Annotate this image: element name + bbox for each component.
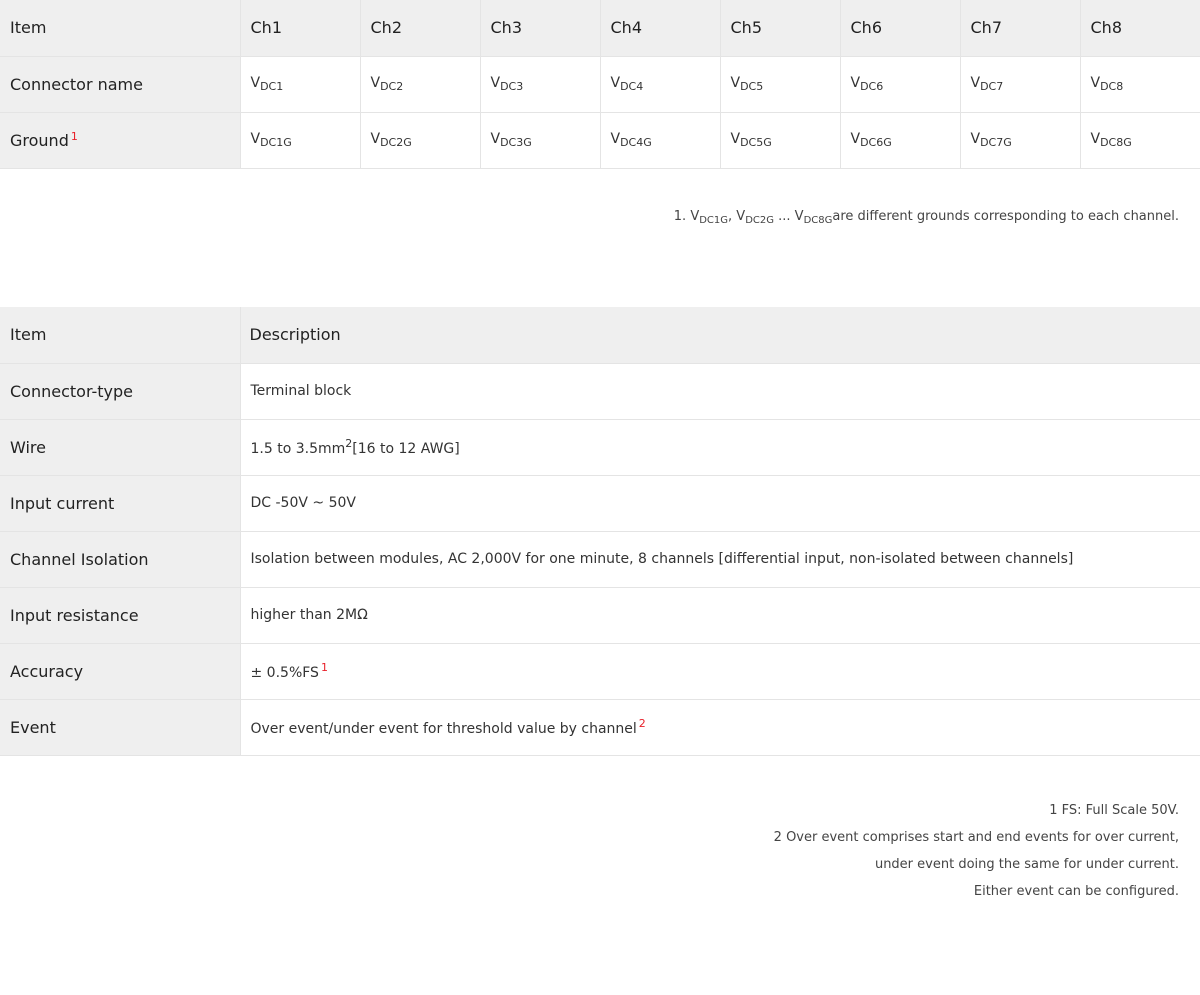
- footnote-line: Either event can be configured.: [973, 884, 1179, 899]
- channel-table-header: [0, 0, 1200, 56]
- ground-cell-6: $V_{DC6G}$: [840, 112, 960, 168]
- header-item: Item: [0, 0, 240, 56]
- connector-cell-6: $V_{DC6}$: [840, 56, 960, 112]
- spec-table-section: [0, 307, 1200, 756]
- header-ch1: Ch1: [240, 0, 360, 56]
- channel-table-section: [0, 0, 1200, 169]
- connector-cell-4: $V_{DC4}$: [600, 56, 720, 112]
- spec-label-accuracy: Accuracy: [0, 643, 240, 699]
- spec-value-connector-type: Terminal block: [240, 363, 1200, 419]
- channel-footnote: 1. $V_{DC1G}$, $V_{DC2G}$ ... $V_{DC8G}are$ different grounds corresponding to each channel.: [673, 209, 1179, 226]
- spec-header-item: Item: [0, 307, 240, 363]
- spec-value-accuracy: ± 0.5%FS $^1$: [240, 643, 1200, 699]
- ground-label: Ground $^1$: [0, 112, 240, 168]
- table-row: [0, 643, 1200, 699]
- table-row: [0, 419, 1200, 475]
- header-ch2: Ch2: [360, 0, 480, 56]
- spec-footnotes: [774, 797, 1179, 905]
- spec-value-channel-isolation: Isolation between modules, AC 2,000V for one minute, 8 channels [differential input, non-isolated between channels]: [240, 531, 1200, 587]
- table-row: [0, 475, 1200, 531]
- footnote-line: under event doing the same for under current.: [874, 857, 1179, 872]
- spec-value-wire: 1.5 to $3.5mm^2[16$ to 12 AWG]: [240, 419, 1200, 475]
- ground-row: [0, 112, 1200, 168]
- ground-cell-2: $V_{DC2G}$: [360, 112, 480, 168]
- ground-cell-3: $V_{DC3G}$: [480, 112, 600, 168]
- footnote-marker: 1: [320, 661, 328, 674]
- spec-value-event: Over event/under event for threshold value by channel $^2$: [240, 699, 1200, 755]
- header-ch4: Ch4: [600, 0, 720, 56]
- spec-label-event: Event: [0, 699, 240, 755]
- spec-label-connector-type: Connector-type: [0, 363, 240, 419]
- ground-cell-4: $V_{DC4G}$: [600, 112, 720, 168]
- spec-table: [0, 307, 1200, 756]
- spec-label-input-resistance: Input resistance: [0, 587, 240, 643]
- channel-table: [0, 0, 1200, 169]
- connector-cell-2: $V_{DC2}$: [360, 56, 480, 112]
- ground-cell-8: $V_{DC8G}$: [1080, 112, 1200, 168]
- connector-name-row: [0, 56, 1200, 112]
- header-ch5: Ch5: [720, 0, 840, 56]
- connector-name-label: Connector name: [0, 56, 240, 112]
- connector-cell-3: $V_{DC3}$: [480, 56, 600, 112]
- header-ch6: Ch6: [840, 0, 960, 56]
- ground-cell-1: $V_{DC1G}$: [240, 112, 360, 168]
- footnote-marker: 1: [70, 130, 78, 143]
- connector-cell-1: $V_{DC1}$: [240, 56, 360, 112]
- ground-cell-5: $V_{DC5G}$: [720, 112, 840, 168]
- spec-label-input-current: Input current: [0, 475, 240, 531]
- spec-label-wire: Wire: [0, 419, 240, 475]
- header-ch8: Ch8: [1080, 0, 1200, 56]
- spec-value-input-current: DC -50V ~ 50V: [240, 475, 1200, 531]
- connector-cell-5: $V_{DC5}$: [720, 56, 840, 112]
- table-row: [0, 363, 1200, 419]
- connector-cell-7: $V_{DC7}$: [960, 56, 1080, 112]
- footnote-marker: 2: [638, 717, 646, 730]
- header-ch7: Ch7: [960, 0, 1080, 56]
- ground-cell-7: $V_{DC7G}$: [960, 112, 1080, 168]
- table-row: [0, 531, 1200, 587]
- footnote-line: 1 FS: Full Scale 50V.: [1049, 803, 1179, 818]
- header-ch3: Ch3: [480, 0, 600, 56]
- spec-table-header: [0, 307, 1200, 363]
- spec-value-input-resistance: higher than 2MΩ: [240, 587, 1200, 643]
- table-row: [0, 587, 1200, 643]
- table-row: [0, 699, 1200, 755]
- connector-cell-8: $V_{DC8}$: [1080, 56, 1200, 112]
- spec-header-description: Description: [240, 307, 1200, 363]
- footnote-line: 2 Over event comprises start and end events for over current,: [773, 830, 1179, 845]
- spec-label-channel-isolation: Channel Isolation: [0, 531, 240, 587]
